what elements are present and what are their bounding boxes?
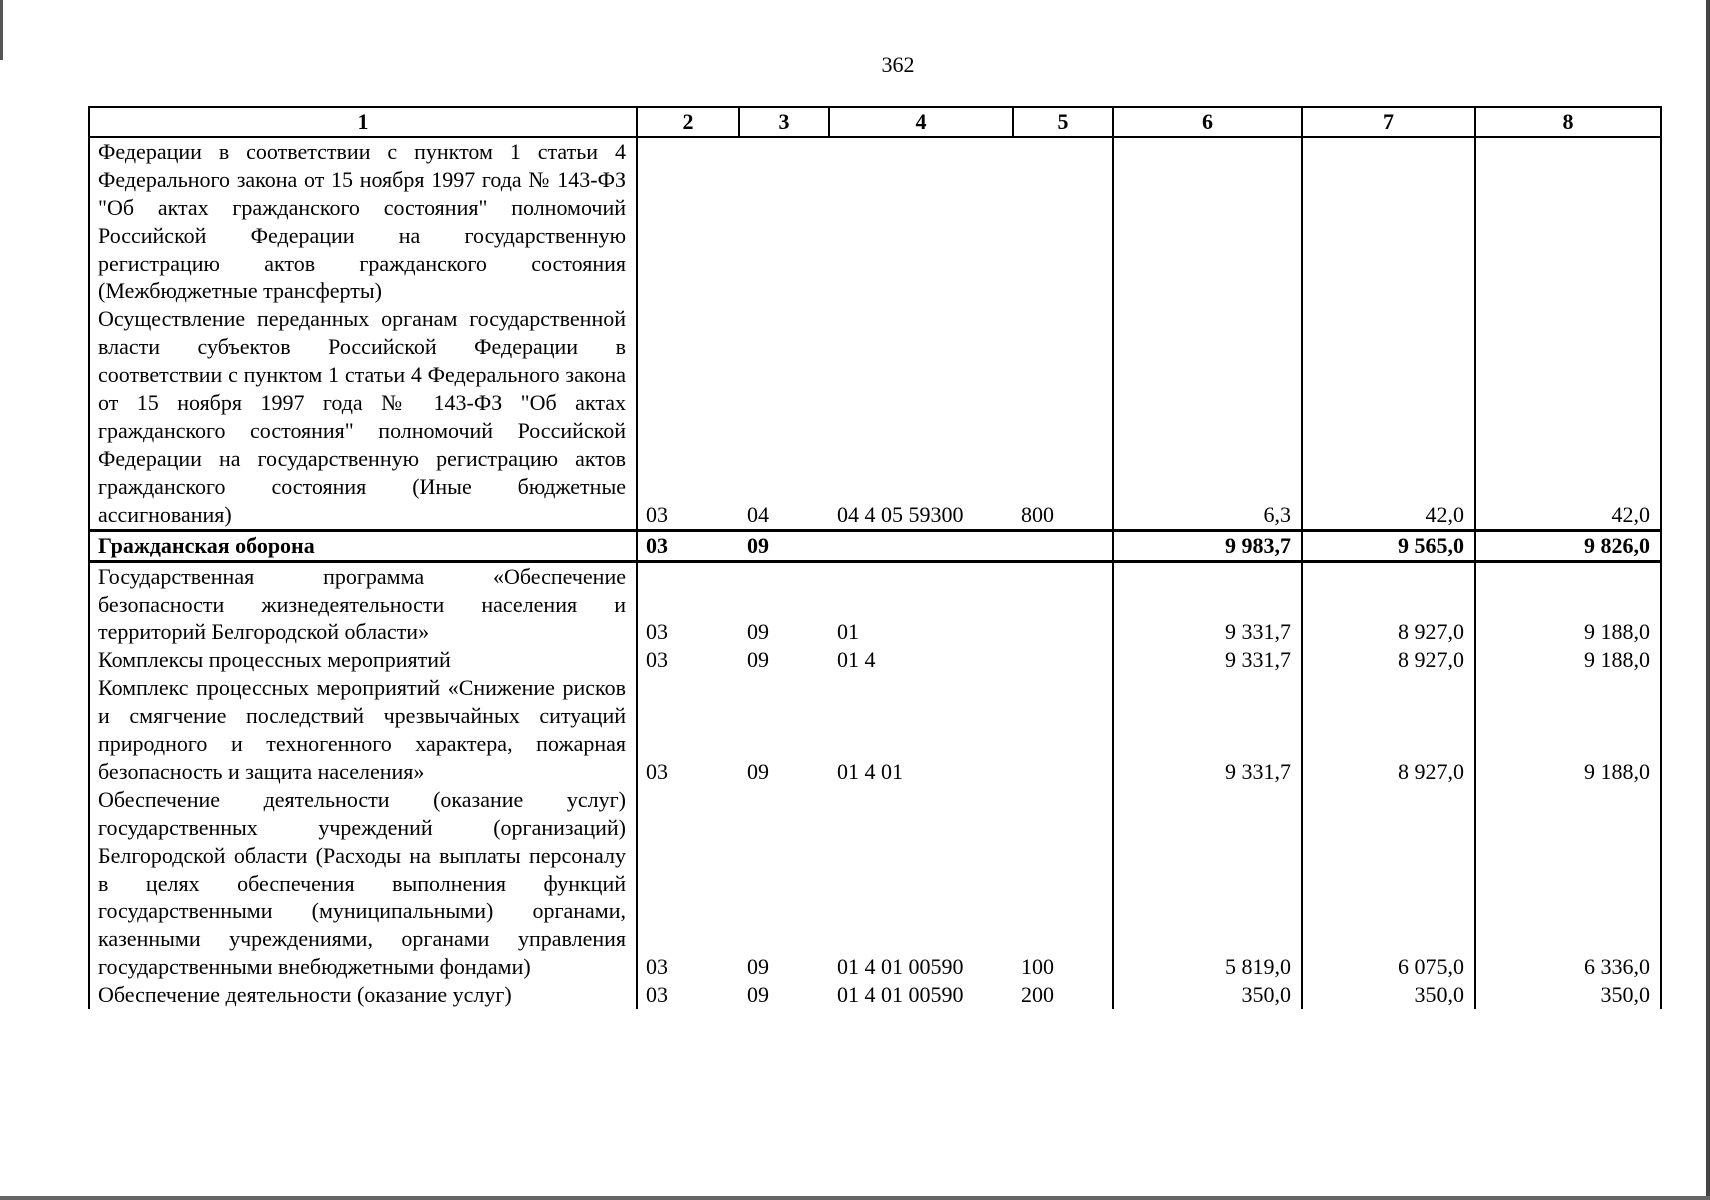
- row-rz: [637, 137, 739, 305]
- row-csr: [829, 137, 1013, 305]
- row-pr: 09: [747, 758, 769, 784]
- row-rz: 03: [637, 674, 739, 786]
- row-vr: [1013, 137, 1113, 305]
- row-csr: 01: [837, 619, 859, 645]
- column-header: 6: [1113, 107, 1302, 137]
- row-value-col8: 42,0: [1475, 305, 1661, 530]
- table-row: [89, 137, 1661, 305]
- page-number: 362: [881, 52, 915, 77]
- row-name: Государственная программа «Обеспечение безопасности жизнедеятельности населения и территорий Белгородской области»: [89, 561, 637, 646]
- row-rz: 03: [637, 786, 739, 981]
- scan-edge-right: [1706, 0, 1710, 1200]
- row-pr: 09: [747, 647, 769, 673]
- table-row: [89, 981, 1661, 1009]
- section-name: Гражданская оборона: [89, 530, 637, 561]
- table-header-row: [89, 107, 1661, 137]
- row-value-col7: 9 565,0: [1302, 530, 1475, 561]
- row-value-col6: 9 983,7: [1113, 530, 1302, 561]
- row-value-col6: 350,0: [1113, 981, 1302, 1009]
- table-row: [89, 674, 1661, 786]
- row-value-col8: 9 188,0: [1475, 646, 1661, 674]
- table-row: [89, 786, 1661, 981]
- row-value-col7: 42,0: [1302, 305, 1475, 530]
- row-value-col8: 6 336,0: [1475, 786, 1661, 981]
- row-value-col7: 8 927,0: [1302, 561, 1475, 646]
- budget-table: [88, 106, 1662, 1009]
- row-name: Обеспечение деятельности (оказание услуг) государственных учреждений (организаций) Белгородской области (Расходы на выплаты персоналу в целях обеспечения выполнения функций государственными (муниципальными) органами, казенными учреждениями, органами управления государственными внебюджетными фондами): [89, 786, 637, 981]
- row-pr: 04: [747, 501, 769, 527]
- row-value-col6: [1113, 137, 1302, 305]
- row-vr: [1013, 561, 1113, 646]
- row-value-col8: 9 188,0: [1475, 561, 1661, 646]
- column-header: 2: [637, 107, 739, 137]
- row-value-col6: 9 331,7: [1113, 561, 1302, 646]
- scan-edge-bottom: [0, 1196, 1710, 1200]
- row-pr: 09: [747, 982, 769, 1008]
- row-rz: 03: [637, 646, 739, 674]
- row-csr: 01 4 01 00590: [837, 954, 964, 980]
- row-vr: 800: [1013, 305, 1113, 530]
- row-value-col6: 5 819,0: [1113, 786, 1302, 981]
- row-value-col8: 9 188,0: [1475, 674, 1661, 786]
- table-row: [89, 305, 1661, 530]
- section-row: [89, 530, 1661, 561]
- row-name: Комплекс процессных мероприятий «Снижение рисков и смягчение последствий чрезвычайных ситуаций природного и техногенного характера, пожарная безопасность и защита населения»: [89, 674, 637, 786]
- row-csr: 04 4 05 59300: [837, 501, 964, 527]
- row-csr: 01 4: [837, 647, 876, 673]
- row-csr: 01 4 01 00590: [837, 982, 964, 1008]
- row-rz: 03: [637, 981, 739, 1009]
- row-name: Федерации в соответствии с пунктом 1 статьи 4 Федерального закона от 15 ноября 1997 года № 143-ФЗ "Об актах гражданского состояния" полномочий Российской Федерации на государственную регистрацию актов гражданского состояния (Межбюджетные трансферты): [89, 137, 637, 305]
- row-pr: [739, 137, 829, 305]
- column-header: 1: [89, 107, 637, 137]
- row-pr: 09: [747, 619, 769, 645]
- table-row: [89, 561, 1661, 646]
- scan-edge-left: [0, 0, 3, 60]
- row-vr: [1013, 530, 1113, 561]
- column-header: 7: [1302, 107, 1475, 137]
- row-value-col6: 9 331,7: [1113, 646, 1302, 674]
- row-csr: 01 4 01: [837, 758, 903, 784]
- row-vr: [1013, 674, 1113, 786]
- row-vr: 200: [1013, 981, 1113, 1009]
- row-pr: 09: [739, 530, 829, 561]
- column-header: 8: [1475, 107, 1661, 137]
- row-value-col7: 8 927,0: [1302, 646, 1475, 674]
- row-pr: 09: [747, 954, 769, 980]
- row-value-col6: 9 331,7: [1113, 674, 1302, 786]
- row-rz: 03: [637, 530, 739, 561]
- row-value-col6: 6,3: [1113, 305, 1302, 530]
- row-rz: 03: [637, 305, 739, 530]
- row-csr: [829, 530, 1013, 561]
- column-header: 4: [829, 107, 1013, 137]
- row-rz: 03: [637, 561, 739, 646]
- row-name: Осуществление переданных органам государственной власти субъектов Российской Федерации в соответствии с пунктом 1 статьи 4 Федерального закона от 15 ноября 1997 года № 143-ФЗ "Об актах гражданского состояния" полномочий Российской Федерации на государственную регистрацию актов гражданского состояния (Иные бюджетные ассигнования): [89, 305, 637, 530]
- row-vr: 100: [1013, 786, 1113, 981]
- row-name: Обеспечение деятельности (оказание услуг): [89, 981, 637, 1009]
- row-value-col8: 9 826,0: [1475, 530, 1661, 561]
- row-value-col7: 8 927,0: [1302, 674, 1475, 786]
- row-value-col7: 6 075,0: [1302, 786, 1475, 981]
- column-header: 3: [739, 107, 829, 137]
- column-header: 5: [1013, 107, 1113, 137]
- row-value-col7: 350,0: [1302, 981, 1475, 1009]
- table-row: [89, 646, 1661, 674]
- row-name: Комплексы процессных мероприятий: [89, 646, 637, 674]
- row-value-col8: [1475, 137, 1661, 305]
- row-value-col7: [1302, 137, 1475, 305]
- row-vr: [1013, 646, 1113, 674]
- row-value-col8: 350,0: [1475, 981, 1661, 1009]
